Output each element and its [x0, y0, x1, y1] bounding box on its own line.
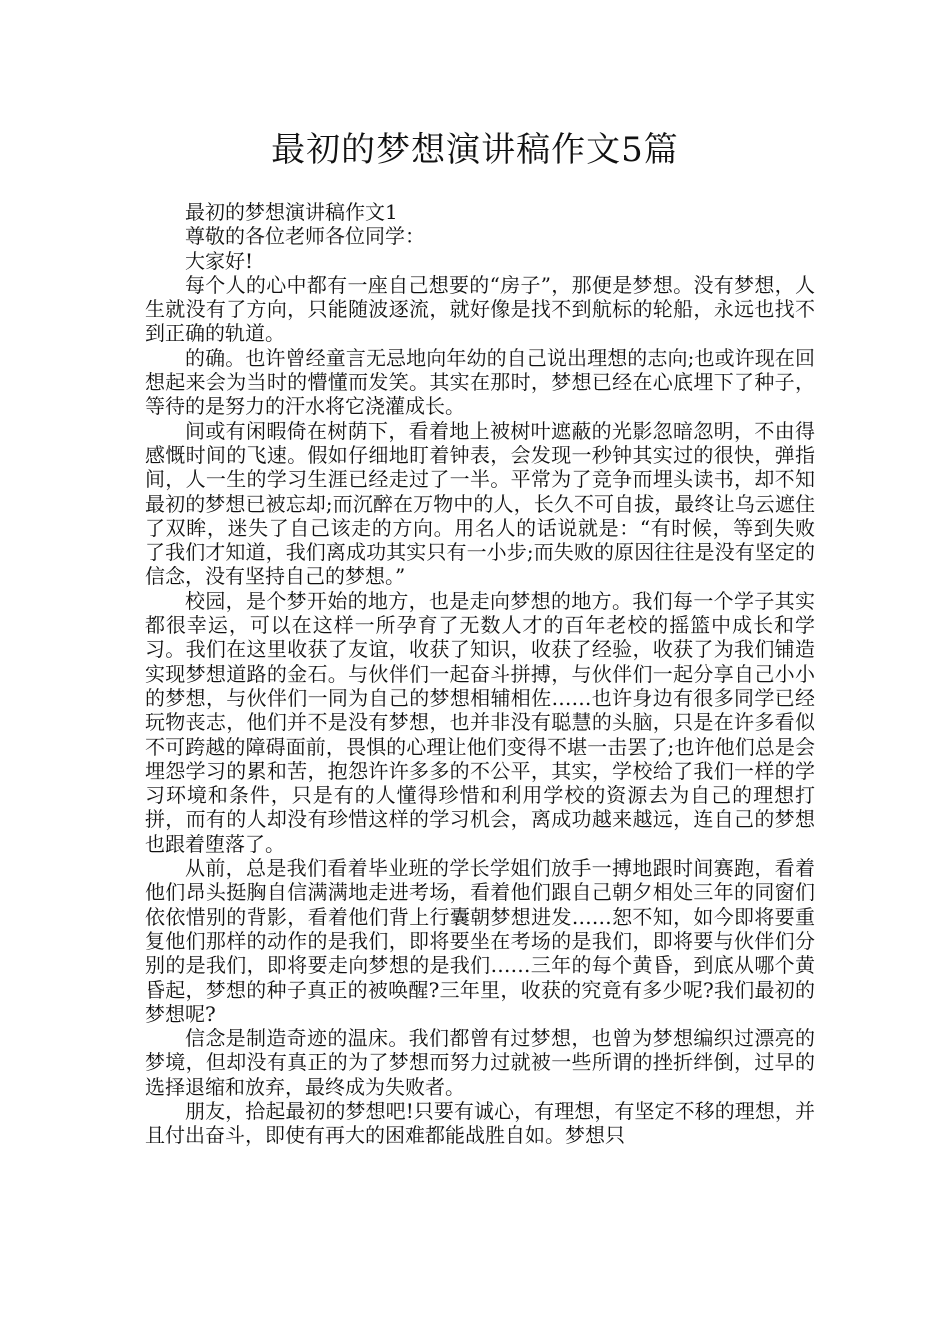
- greeting: 大家好!: [185, 248, 254, 273]
- document-body: [145, 200, 815, 1148]
- paragraph: 的确。也许曾经童言无忌地向年幼的自己说出理想的志向;也或许现在回想起来会为当时的懵懂而发笑。其实在那时，梦想已经在心底埋下了种子，等待的是努力的汗水将它浇灌成长。: [145, 345, 815, 419]
- essay-heading: 最初的梦想演讲稿作文1: [185, 200, 398, 224]
- paragraph: 朋友，拾起最初的梦想吧!只要有诚心，有理想，有坚定不移的理想，并且付出奋斗，即使有再大的困难都能战胜自如。梦想只: [145, 1098, 815, 1148]
- paragraph: 校园，是个梦开始的地方，也是走向梦想的地方。我们每一个学子其实都很幸运，可以在这样一所孕育了无数人才的百年老校的摇篮中成长和学习。我们在这里收获了友谊，收获了知识，收获了经验，收获了为我们铺造实现梦想道路的金石。与伙伴们一起奋斗拼搏，与伙伴们一起分享自己小小的梦想，与伙伴们一同为自己的梦想相辅相佐……也许身边有很多同学已经玩物丧志，他们并不是没有梦想，也并非没有聪慧的头脑，只是在许多看似不可跨越的障碍面前，畏惧的心理让他们变得不堪一击罢了;也许他们总是会埋怨学习的累和苦，抱怨许许多多的不公平，其实，学校给了我们一样的学习环境和条件，只是有的人懂得珍惜和利用学校的资源去为自己的理想打拼，而有的人却没有珍惜这样的学习机会，离成功越来越远，连自己的梦想也跟着堕落了。: [145, 588, 815, 856]
- salutation: 尊敬的各位老师各位同学：: [185, 224, 425, 249]
- paragraph: 从前，总是我们看着毕业班的学长学姐们放手一搏地跟时间赛跑，看着他们昂头挺胸自信满满地走进考场，看着他们跟自己朝夕相处三年的同窗们依依惜别的背影，看着他们背上行囊朝梦想进发……恕不知，如今即将要重复他们那样的动作的是我们，即将要坐在考场的是我们，即将要与伙伴们分别的是我们，即将要走向梦想的是我们……三年的每个黄昏，到底从哪个黄昏起，梦想的种子真正的被唤醒?三年里，收获的究竟有多少呢?我们最初的梦想呢?: [145, 856, 815, 1026]
- document-title: 最初的梦想演讲稿作文5篇: [271, 130, 679, 170]
- paragraph: 信念是制造奇迹的温床。我们都曾有过梦想，也曾为梦想编织过漂亮的梦境，但却没有真正的为了梦想而努力过就被一些所谓的挫折绊倒，过早的选择退缩和放弃，最终成为失败者。: [145, 1026, 815, 1099]
- paragraph: 每个人的心中都有一座自己想要的“房子”，那便是梦想。没有梦想，人生就没有了方向，只能随波逐流，就好像是找不到航标的轮船，永远也找不到正确的轨道。: [145, 272, 815, 346]
- paragraph: 间或有闲暇倚在树荫下，看着地上被树叶遮蔽的光影忽暗忽明，不由得感慨时间的飞速。假如仔细地盯着钟表，会发现一秒钟其实过的很快，弹指间，人一生的学习生涯已经走过了一半。平常为了竞争而埋头读书，却不知最初的梦想已被忘却;而沉醉在万物中的人，长久不可自拔，最终让乌云遮住了双眸，迷失了自己该走的方向。用名人的话说就是：“有时候，等到失败了我们才知道，我们离成功其实只有一小步;而失败的原因往往是没有坚定的信念，没有坚持自己的梦想。”: [145, 418, 815, 589]
